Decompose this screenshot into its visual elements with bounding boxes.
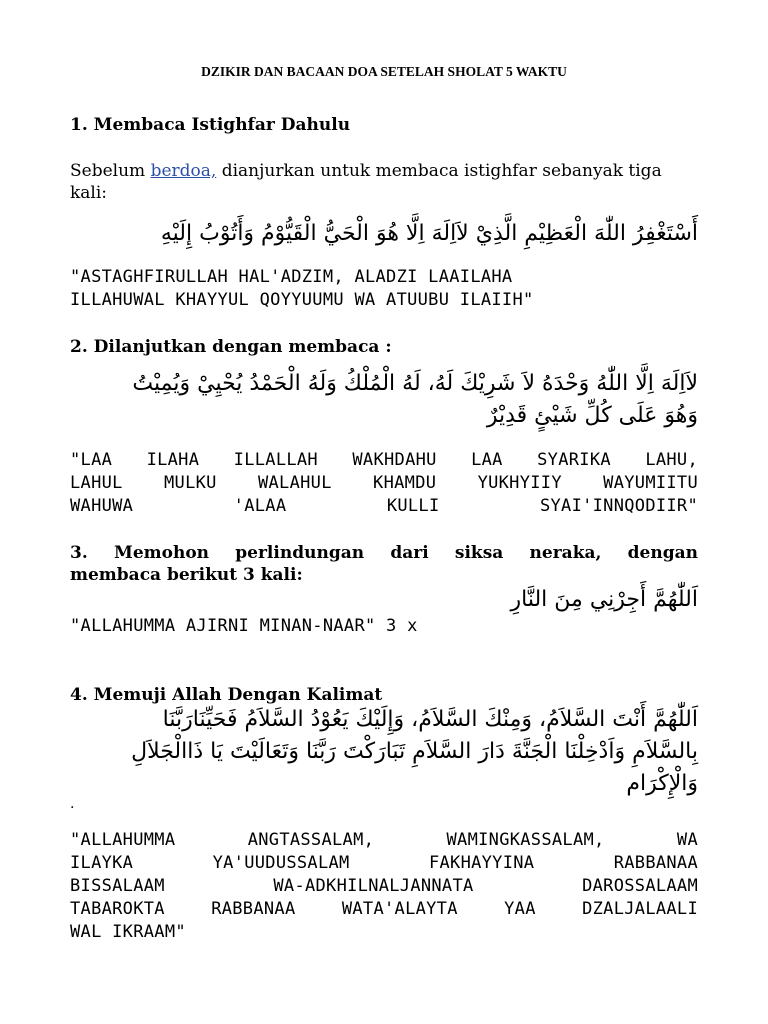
translit-line: BISSALAAM WA-ADKHILNALJANNATA DAROSSALAAM: [70, 876, 698, 896]
translit-line: WAL IKRAAM": [70, 922, 186, 942]
translit-line: "ASTAGHFIRULLAH HAL'ADZIM, ALADZI LAAILAHA: [70, 267, 513, 287]
translit-line: "LAA ILAHA ILLALLAH WAKHDAHU LAA SYARIKA LAHU,: [70, 450, 698, 470]
document-title: DZIKIR DAN BACAAN DOA SETELAH SHOLAT 5 WAKTU: [201, 64, 567, 79]
section2-transliteration: [70, 449, 698, 518]
section3-transliteration: "ALLAHUMMA AJIRNI MINAN-NAAR" 3 x: [70, 616, 418, 636]
translit-line: LAHUL MULKU WALAHUL KHAMDU YUKHYIIY WAYUMIITU: [70, 473, 698, 493]
arabic-line: وَالْإِكْرَام: [626, 771, 698, 796]
section1-intro-before: Sebelum: [70, 161, 151, 181]
section3-heading: [70, 542, 698, 586]
stray-dot: .: [70, 796, 75, 812]
section2-heading: 2. Dilanjutkan dengan membaca :: [70, 337, 392, 357]
section1-heading: 1. Membaca Istighfar Dahulu: [70, 115, 351, 135]
section1-intro-after: dianjurkan untuk membaca istighfar sebanyak tiga kali:: [70, 161, 662, 203]
arabic-line: اَللّٰهُمَّ أَنْتَ السَّلاَمُ، وَمِنْكَ السَّلاَمُ، وَإِلَيْكَ يَعُوْدُ السَّلاَمُ فَحَيِّنَارَبَّنَا: [162, 707, 698, 732]
section1-transliteration: [70, 266, 698, 312]
section2-arabic: [70, 368, 698, 432]
section1-intro: [70, 160, 698, 204]
section4-arabic: [70, 704, 698, 800]
berdoa-link[interactable]: berdoa,: [150, 161, 217, 181]
translit-line: "ALLAHUMMA ANGTASSALAM, WAMINGKASSALAM, WA: [70, 830, 698, 850]
arabic-line: بِالسَّلاَمِ وَاَدْخِلْنَا الْجَنَّةَ دَارَ السَّلاَمِ تَبَارَكْتَ رَبَّنَا وَتَعَالَيْتَ يَا ذَاالْجَلاَلِ: [131, 739, 698, 764]
heading-line: 3. Memohon perlindungan dari siksa neraka, dengan: [70, 543, 698, 563]
translit-line: ILAYKA YA'UUDUSSALAM FAKHAYYINA RABBANAA: [70, 853, 698, 873]
section1-arabic: أَسْتَغْفِرُ اللّٰهَ الْعَظِيْمِ الَّذِيْ لاَاِلَهَ اِلَّا هُوَ الْحَيُّ الْقَيُّوْمُ وَأَتُوْبُ إِلَيْهِ: [160, 221, 698, 246]
section3-arabic: اَللّٰهُمَّ أَجِرْنِي مِنَ النَّارِ: [510, 587, 698, 612]
heading-line: membaca berikut 3 kali:: [70, 565, 303, 585]
translit-line: ILLAHUWAL KHAYYUL QOYYUUMU WA ATUUBU ILAIIH": [70, 290, 534, 310]
section4-transliteration: [70, 829, 698, 944]
arabic-line: وَهُوَ عَلَى كُلِّ شَيْئٍ قَدِيْرٌ: [486, 403, 698, 428]
section4-heading: 4. Memuji Allah Dengan Kalimat: [70, 685, 383, 705]
translit-line: WAHUWA 'ALAA KULLI SYAI'INNQODIIR": [70, 496, 698, 516]
translit-line: TABAROKTA RABBANAA WATA'ALAYTA YAA DZALJALAALI: [70, 899, 698, 919]
arabic-line: لاَاِلَهَ اِلَّا اللّٰهُ وَحْدَهُ لاَ شَرِيْكَ لَهُ، لَهُ الْمُلْكُ وَلَهُ الْحَمْدُ يُحْيِيْ وَيُمِيْتُ: [132, 371, 698, 396]
